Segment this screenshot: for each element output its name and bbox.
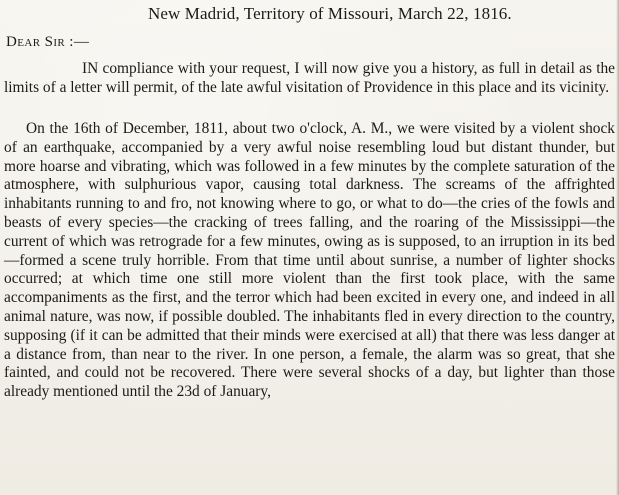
letter-paragraph-2: On the 16th of December, 1811, about two o'clock, A. M., we were visited by a violent shock of an earthquake, accompanied by a very awful noise resembling loud but distant thunder, but more hoarse and vibrating, which was followed in a few minutes by the complete saturation of the atmosphere, with sulphurious vapor, causing total darkness. The screams of the affrighted inhabitants running to and fro, not knowing where to go, or what to do—the cries of the fowls and beasts of every species—the cracking of trees falling, and the roaring of the Mississippi—the current of which was retrograde for a few minutes, owing as is supposed, to an irruption in its bed—formed a scene truly horrible. From that time until about sunrise, a number of lighter shocks occurred; at which time one still more violent than the first took place, with the same accompaniments as the first, and the terror which had been excited in every one, and indeed in all animal nature, was now, if possible doubled. The inhabitants fled in every direction to the country, supposing (if it can be admitted that their minds were exercised at all) that there was less danger at a distance from, than near to the river. In one person, a female, the alarm was so great, that she fainted, and could not be recovered. There were several shocks of a day, but lighter than those already mentioned until the 23d of January, bbox=[4, 120, 615, 401]
letter-dateline: New Madrid, Territory of Missouri, March 22, 1816. bbox=[148, 4, 512, 23]
letter-salutation: Dear Sir :— bbox=[6, 34, 90, 50]
letter-paragraph-1: IN compliance with your request, I will now give you a history, as full in detail as the limits of a letter will permit, of the late awful visitation of Providence in this place and its vicinity. bbox=[4, 60, 615, 96]
